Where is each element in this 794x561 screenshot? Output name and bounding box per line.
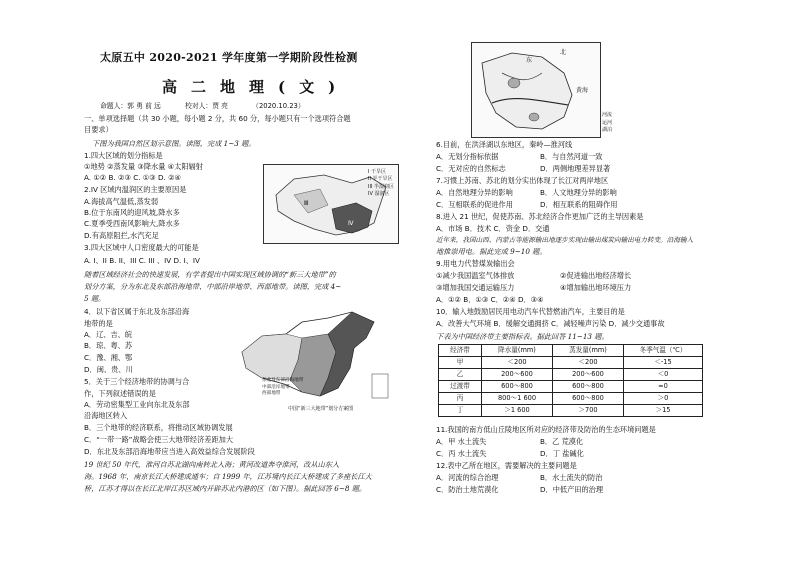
- authors: 命题人：郭 勇 前 远: [100, 102, 161, 110]
- table-header: 蒸发量(mm): [553, 345, 624, 357]
- table-row: [439, 369, 703, 381]
- table-row: [439, 357, 703, 369]
- map-label: 北: [560, 49, 567, 56]
- question-5-option-a: A．劳动密集型工业向东北及东部: [84, 400, 190, 409]
- table-row: [439, 405, 703, 417]
- table-row: [439, 393, 703, 405]
- question-12-option-b: B．水土流失的防治: [540, 473, 603, 482]
- question-4: 4．以下省区属于东北及东部沿海: [84, 307, 190, 316]
- legend-item: 东北及东部沿海地带: [262, 378, 304, 383]
- question-11-option-d: D．丁 盐碱化: [540, 449, 584, 458]
- question-1-answers: A. ①② B. ②③ C. ①③ D. ②④: [84, 173, 181, 182]
- exam-date: （2020.10.23）: [252, 102, 305, 110]
- question-7-option-a: A．自然地理分异的影响: [436, 188, 513, 197]
- legend-item: II 半干旱区: [367, 176, 393, 183]
- question-5-cont: 作，下列叙述错误的是: [84, 389, 156, 398]
- table-cell: ＜-15: [624, 357, 703, 369]
- natural-region-legend: [368, 169, 394, 198]
- reviewer: 校对人：贾 亮: [185, 102, 228, 110]
- exam-title: 太原五中 2020-2021 学年度第一学期阶段性检测: [100, 51, 358, 64]
- jiangsu-map: [471, 42, 601, 138]
- intro-3-line-1: 19 世纪 50 年代，淮河自苏北湖向南转北入海；黄河改道奔夺淮河，改从山东入: [84, 460, 340, 469]
- intro-2-line-2: 划分方案，分为东北及东部沿海地带、中部沿岸地带、西部地带。读图，完成 4~: [84, 282, 342, 291]
- svg-text:Ⅳ: Ⅳ: [348, 220, 354, 227]
- legend-item: 西部地带: [262, 391, 281, 397]
- map-label: 东: [526, 57, 533, 64]
- economic-belt-table: [438, 344, 703, 417]
- table-cell: ≈0: [624, 381, 703, 393]
- question-3-answers: A. I、II B. II、III C. III 、IV D. I、IV: [84, 256, 200, 265]
- economic-belts-caption: 中国“新三大地带”划分方案图: [288, 406, 354, 412]
- table-cell: 丁: [439, 405, 482, 417]
- economic-belts-map-drawing: [232, 308, 402, 404]
- question-6-option-c: C．无对应的自然标志: [436, 164, 506, 173]
- table-cell: ＜200: [482, 357, 553, 369]
- question-7: 7.习惯上苏南、苏北的划分实出体现了长江对两岸地区: [436, 176, 609, 185]
- question-4-cont: 地带的是: [84, 319, 113, 328]
- table-cell: 600～800: [482, 381, 553, 393]
- question-6: 6.目前，在洪泽湖以东地区，秦岭—淮河线: [436, 140, 573, 149]
- question-2-option-b: B.位于东南风的迎风坡,降水多: [84, 208, 180, 217]
- economic-belts-legend: [262, 378, 303, 398]
- question-5-option-d: D．东北及东部沿海地带应当进入高效益综合发展阶段: [84, 447, 255, 456]
- legend-item: 中部沿岸地带: [262, 384, 290, 390]
- table-cell: 800～1 600: [482, 393, 553, 405]
- question-1-statements: ①地势 ②蒸发量 ③降水量 ④太阳辐射: [84, 162, 203, 171]
- intro-5: 下表为中国经济带主要指标表。据此回答 11~13 题。: [436, 332, 609, 341]
- table-header: 冬季气温（℃）: [624, 345, 703, 357]
- intro-4-line-1: 近年来，我国山西、内蒙古等能源输出地逐步实现由输出煤炭向输出电力转变。沿海输入: [436, 236, 694, 244]
- section-heading-2: 目要求）: [84, 125, 113, 134]
- question-5-option-b: B．三个地带的经济联系，将推动区域协调发展: [84, 423, 233, 432]
- question-5-option-a-cont: 沿海地区转入: [84, 411, 128, 420]
- table-cell: ＞1 600: [482, 405, 553, 417]
- table-cell: ＞0: [624, 393, 703, 405]
- question-12-option-d: D．中低产田的治理: [540, 485, 604, 494]
- question-2-option-a: A.海拔高气温低,蒸发弱: [84, 197, 159, 206]
- question-6-option-d: D．两侧地理差异显著: [540, 164, 611, 173]
- section-heading: 一、单项选择题（共 30 小题，每小题 2 分，共 60 分，每小题只有一个选项符合题: [84, 114, 351, 123]
- natural-region-map: [263, 164, 399, 244]
- question-8-answers: A．市场 B．技术 C．资金 D．交通: [436, 224, 550, 233]
- table-cell: 甲: [439, 357, 482, 369]
- table-cell: 乙: [439, 369, 482, 381]
- question-9-statement-2: ②促进输出地经济增长: [560, 271, 632, 280]
- question-11-option-c: C．丙 水土流失: [436, 449, 487, 458]
- legend-item: III 半湿润区: [367, 183, 394, 190]
- exam-meta: [100, 102, 327, 112]
- table-header: 降水量(mm): [482, 345, 553, 357]
- question-12: 12.表中乙所在地区，需要解决的主要问题是: [436, 461, 577, 470]
- question-9-statement-4: ④增加输出地环境压力: [560, 283, 632, 292]
- question-6-option-a: A．无划分指标依据: [436, 152, 499, 161]
- table-cell: 200～600: [553, 369, 624, 381]
- question-4-option-a: A．辽、吉、皖: [84, 330, 133, 339]
- intro-2-line-1: 随着区域经济社会的快速发展，有学者提出中国实现区域协调的“新三大地带”的: [84, 270, 336, 279]
- economic-belts-map: [232, 308, 402, 420]
- legend-item: 湖泊: [602, 127, 613, 133]
- legend-item: I 干旱区: [367, 169, 387, 175]
- table-cell: 丙: [439, 393, 482, 405]
- question-1: 1.四大区域的划分指标是: [84, 151, 163, 160]
- table-row: [439, 381, 703, 393]
- table-cell: 过渡带: [439, 381, 482, 393]
- question-2: 2.IV 区域内温润区的主要原因是: [84, 185, 187, 194]
- table-header-row: [439, 345, 703, 357]
- question-11-option-a: A．甲 水土流失: [436, 437, 487, 446]
- question-5-option-c: C．“一带一路”战略会使三大地带经济差距加大: [84, 435, 234, 444]
- question-4-option-c: C．豫、湘、鄂: [84, 353, 133, 362]
- question-7-option-c: C．互相联系的促进作用: [436, 200, 513, 209]
- legend-item: IV 湿润区: [367, 190, 390, 197]
- question-9-statement-3: ③增加我国交通运输压力: [436, 283, 515, 292]
- question-10: 10．输入地鼓励居民用电动汽车代替燃油汽车，主要目的是: [436, 307, 625, 316]
- map-label: 黄海: [576, 87, 589, 94]
- question-12-option-a: A．河流的综合治理: [436, 473, 499, 482]
- question-8: 8.进入 21 世纪，促使苏南、苏北经济合作更加广泛的主导因素是: [436, 212, 644, 221]
- table-cell: ＜0: [624, 369, 703, 381]
- intro-4-line-2: 地推崇用电。据此完成 9~10 题。: [436, 247, 547, 256]
- question-11-option-b: B．乙 荒漠化: [540, 437, 584, 446]
- intro-3-line-3: 桥，江苏才得以在长江北岸江苏区域内开辟苏北内港的区（如下图）。据此回答 6~8 题。: [84, 484, 367, 493]
- legend-item: 运河: [602, 119, 613, 126]
- table-cell: 200～600: [482, 369, 553, 381]
- legend-item: 河流: [602, 112, 613, 118]
- question-6-option-b: B．与自然河道一致: [540, 152, 603, 161]
- question-2-option-c: C.夏季受西南风影响大,降水多: [84, 219, 180, 228]
- question-7-option-d: D．相互联系的阻碍作用: [540, 200, 618, 209]
- question-7-option-b: B．人文地理分异的影响: [540, 188, 617, 197]
- svg-text:Ⅲ: Ⅲ: [304, 200, 309, 207]
- table-cell: 600～800: [553, 393, 624, 405]
- question-9: 9.用电力代替煤炭输出会: [436, 259, 515, 268]
- question-2-option-d: D.有高原阻拦,水汽充足: [84, 231, 159, 240]
- question-3: 3.四大区域中人口密度最大的可能是: [84, 243, 199, 252]
- table-cell: ＞700: [553, 405, 624, 417]
- table-cell: ＞15: [624, 405, 703, 417]
- question-4-option-b: B．琼、粤、苏: [84, 341, 133, 350]
- table-header: 经济带: [439, 345, 482, 357]
- question-4-option-d: D．闽、贵、川: [84, 365, 133, 374]
- question-9-answers: A．①② B．①③ C．②④ D．③④: [436, 295, 544, 304]
- question-12-option-c: C．防治土地荒漠化: [436, 485, 499, 494]
- table-cell: 600～800: [553, 381, 624, 393]
- question-11: 11.我国的南方低山丘陵地区所对应的经济带及防治的生态环境问题是: [436, 425, 656, 434]
- question-9-statement-1: ①减少我国温室气体排放: [436, 271, 515, 280]
- intro-1: 下图为我国自然区划示意图。读图，完成 1~3 题。: [92, 139, 256, 148]
- exam-subject: 高二地理(文): [162, 78, 350, 96]
- question-5: 5．关于三个经济地带的协调与合: [84, 377, 190, 386]
- intro-3-line-2: 海。1968 年，南京长江大桥建成通车；自 1999 年，江苏境内长江大桥建成了多座长江大: [84, 472, 372, 481]
- question-10-answers: A．改善大气环境 B．缓解交通拥挤 C．减轻噪声污染 D．减少交通事故: [436, 319, 665, 328]
- jiangsu-legend: [602, 112, 612, 135]
- intro-2-line-3: 5 题。: [84, 294, 106, 303]
- table-cell: ＜200: [553, 357, 624, 369]
